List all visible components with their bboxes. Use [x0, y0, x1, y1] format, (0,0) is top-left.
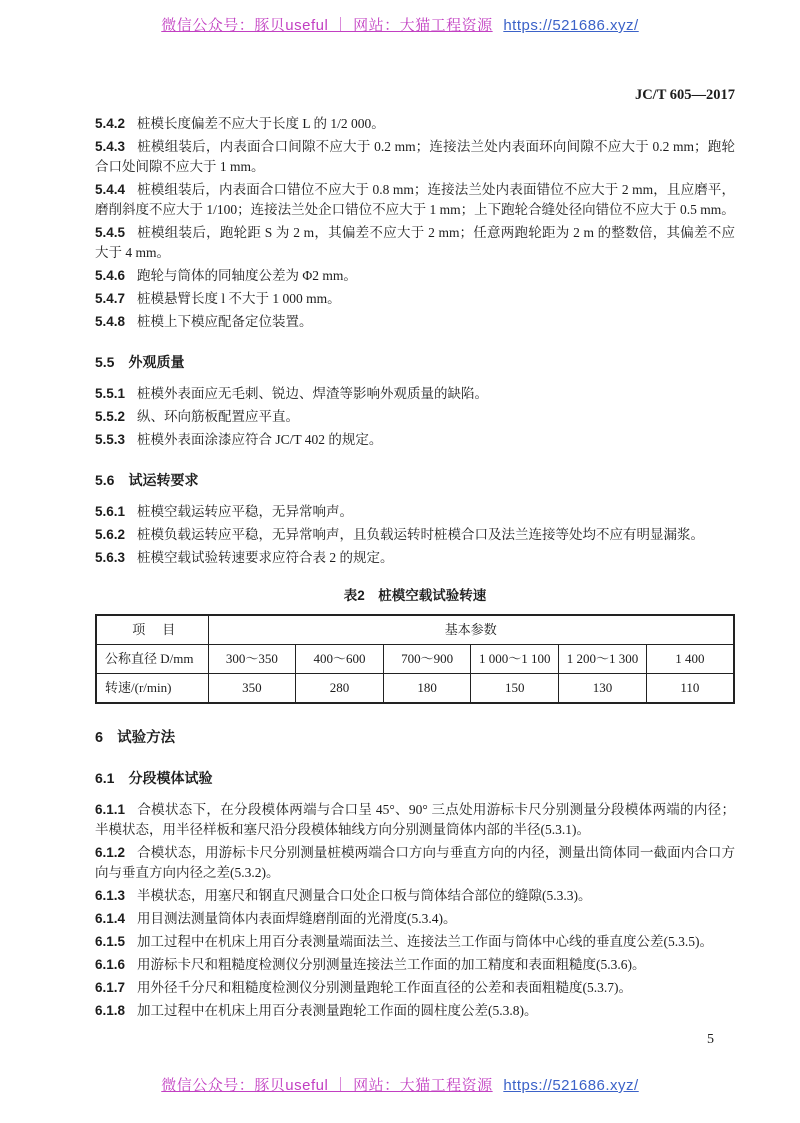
document-body	[95, 114, 735, 1024]
table-caption: 表2 桩模空载试验转速	[343, 588, 487, 603]
table-cell: 280	[296, 674, 384, 704]
clause-number: 5.4.2	[95, 116, 126, 131]
clause-text: 用目测法测量筒体内表面焊缝磨削面的光滑度(5.3.4)。	[137, 911, 457, 926]
table-row	[96, 674, 734, 704]
clause-number: 5.6.1	[95, 504, 126, 519]
watermark-url: https://521686.xyz/	[503, 17, 639, 34]
table-cell: 1 000～1 100	[471, 645, 559, 674]
clause-text: 用外径千分尺和粗糙度检测仪分别测量跑轮工作面直径的公差和表面粗糙度(5.3.7)。	[137, 980, 633, 995]
clause-5.4.7	[95, 289, 735, 309]
watermark-bottom	[0, 1074, 800, 1095]
clause-number: 6.1.8	[95, 1003, 126, 1018]
table-row	[96, 645, 734, 674]
clause-5.6.1	[95, 502, 735, 522]
clause-text: 跑轮与筒体的同轴度公差为 Φ2 mm。	[137, 268, 357, 283]
clause-5.6.2	[95, 525, 735, 545]
clause-5.5.3	[95, 430, 735, 450]
clause-6.1.4	[95, 909, 735, 929]
clause-6.1.7	[95, 978, 735, 998]
clause-text: 桩模组装后，内表面合口间隙不应大于 0.2 mm；连接法兰处内表面环向间隙不应大于 0.2 mm；跑轮合口处间隙不应大于 1 mm。	[95, 139, 735, 174]
table-cell: 700～900	[383, 645, 471, 674]
clause-number: 5.4.3	[95, 139, 126, 154]
clause-number: 5.4.4	[95, 182, 126, 197]
table-cell: 130	[559, 674, 647, 704]
clause-5.4.5	[95, 223, 735, 263]
heading-number: 6	[95, 730, 104, 746]
clause-5.6.3	[95, 548, 735, 568]
clause-text: 桩模负载运转应平稳，无异常响声，且负载运转时桩模合口及法兰连接等处均不应有明显漏浆。	[137, 527, 705, 542]
clause-5.4.6	[95, 266, 735, 286]
clause-number: 5.4.7	[95, 291, 126, 306]
watermark-label: 微信公众号：豚贝useful ｜ 网站：大猫工程资源	[161, 1077, 493, 1094]
heading-number: 5.6	[95, 472, 115, 488]
clause-text: 合模状态，用游标卡尺分别测量桩模两端合口方向与垂直方向的内径，测量出筒体同一截面内合口方向与垂直方向内径之差(5.3.2)。	[95, 845, 735, 880]
clause-number: 6.1.1	[95, 802, 126, 817]
clause-6.1.1	[95, 800, 735, 840]
table-cell: 180	[383, 674, 471, 704]
heading-5.6	[95, 470, 735, 490]
watermark-label: 微信公众号：豚贝useful ｜ 网站：大猫工程资源	[161, 17, 493, 34]
table-cell: 1 200～1 300	[559, 645, 647, 674]
table-corner-cell: 项 目	[96, 615, 208, 645]
clause-text: 合模状态下，在分段模体两端与合口呈 45°、90° 三点处用游标卡尺分别测量分段模体两端的内径；半模状态，用半径样板和塞尺沿分段模体轴线方向分别测量筒体内部的半径(5.3.1)。	[95, 802, 735, 837]
clause-6.1.2	[95, 843, 735, 883]
page-number: 5	[707, 1032, 714, 1047]
spec-table	[95, 614, 735, 704]
clause-number: 5.4.6	[95, 268, 126, 283]
clause-5.4.8	[95, 312, 735, 332]
table-cell: 350	[208, 674, 296, 704]
clause-text: 桩模组装后，跑轮距 S 为 2 m，其偏差不应大于 2 mm；任意两跑轮距为 2 m 的整数倍，其偏差不应大于 4 mm。	[95, 225, 735, 260]
document-header	[95, 87, 735, 104]
table-row-header-cell: 公称直径 D/mm	[96, 645, 208, 674]
clause-number: 6.1.4	[95, 911, 126, 926]
clause-number: 6.1.5	[95, 934, 126, 949]
table-span-header-cell: 基本参数	[208, 615, 734, 645]
clause-5.4.3	[95, 137, 735, 177]
clause-text: 用游标卡尺和粗糙度检测仪分别测量连接法兰工作面的加工精度和表面粗糙度(5.3.6)。	[137, 957, 646, 972]
clause-5.4.4	[95, 180, 735, 220]
table-row-header-cell: 转速/(r/min)	[96, 674, 208, 704]
clause-number: 5.5.1	[95, 386, 126, 401]
clause-number: 6.1.2	[95, 845, 126, 860]
clause-6.1.5	[95, 932, 735, 952]
table-cell: 1 400	[646, 645, 734, 674]
clause-6.1.3	[95, 886, 735, 906]
clause-5.4.2	[95, 114, 735, 134]
standard-code: JC/T 605—2017	[634, 87, 735, 103]
heading-6	[95, 728, 735, 748]
heading-6.1	[95, 768, 735, 788]
clause-number: 6.1.3	[95, 888, 126, 903]
heading-text: 试运转要求	[128, 472, 199, 488]
clause-text: 纵、环向筋板配置应平直。	[137, 409, 300, 424]
clause-number: 5.5.3	[95, 432, 126, 447]
clause-text: 桩模组装后，内表面合口错位不应大于 0.8 mm；连接法兰处内表面错位不应大于 2 mm，且应磨平，磨削斜度不应大于 1/100；连接法兰处企口错位不应大于 1 mm；上下跑轮合缝处径向错位不应大于 0.5 mm。	[95, 182, 735, 217]
clause-number: 5.6.3	[95, 550, 126, 565]
clause-text: 桩模悬臂长度 l 不大于 1 000 mm。	[137, 291, 341, 306]
table-header-row	[96, 615, 734, 645]
clause-6.1.8	[95, 1001, 735, 1021]
table-body	[96, 615, 734, 703]
watermark-top	[0, 14, 800, 35]
heading-text: 分段模体试验	[128, 770, 213, 786]
heading-number: 6.1	[95, 770, 115, 786]
table-cell: 300～350	[208, 645, 296, 674]
clause-text: 加工过程中在机床上用百分表测量端面法兰、连接法兰工作面与筒体中心线的垂直度公差(5.3.5)。	[137, 934, 714, 949]
clause-text: 桩模空载试验转速要求应符合表 2 的规定。	[137, 550, 394, 565]
clause-number: 5.4.5	[95, 225, 126, 240]
heading-text: 外观质量	[128, 354, 185, 370]
heading-text: 试验方法	[117, 730, 176, 746]
clause-5.5.1	[95, 384, 735, 404]
clause-number: 6.1.7	[95, 980, 126, 995]
clause-text: 桩模空载运转应平稳，无异常响声。	[137, 504, 354, 519]
table-cell: 110	[646, 674, 734, 704]
clause-text: 桩模上下模应配备定位装置。	[137, 314, 313, 329]
table-cell: 400～600	[296, 645, 384, 674]
heading-number: 5.5	[95, 354, 115, 370]
clause-text: 半模状态，用塞尺和钢直尺测量合口处企口板与筒体结合部位的缝隙(5.3.3)。	[137, 888, 592, 903]
clause-number: 5.6.2	[95, 527, 126, 542]
clause-6.1.6	[95, 955, 735, 975]
clause-text: 加工过程中在机床上用百分表测量跑轮工作面的圆柱度公差(5.3.8)。	[137, 1003, 538, 1018]
heading-5.5	[95, 352, 735, 372]
watermark-url: https://521686.xyz/	[503, 1077, 639, 1094]
clause-number: 6.1.6	[95, 957, 126, 972]
clause-5.5.2	[95, 407, 735, 427]
table-cell: 150	[471, 674, 559, 704]
clause-number: 5.5.2	[95, 409, 126, 424]
clause-text: 桩模外表面应无毛刺、锐边、焊渣等影响外观质量的缺陷。	[137, 386, 489, 401]
clause-text: 桩模外表面涂漆应符合 JC/T 402 的规定。	[137, 432, 383, 447]
clause-number: 5.4.8	[95, 314, 126, 329]
clause-text: 桩模长度偏差不应大于长度 L 的 1/2 000。	[137, 116, 385, 131]
